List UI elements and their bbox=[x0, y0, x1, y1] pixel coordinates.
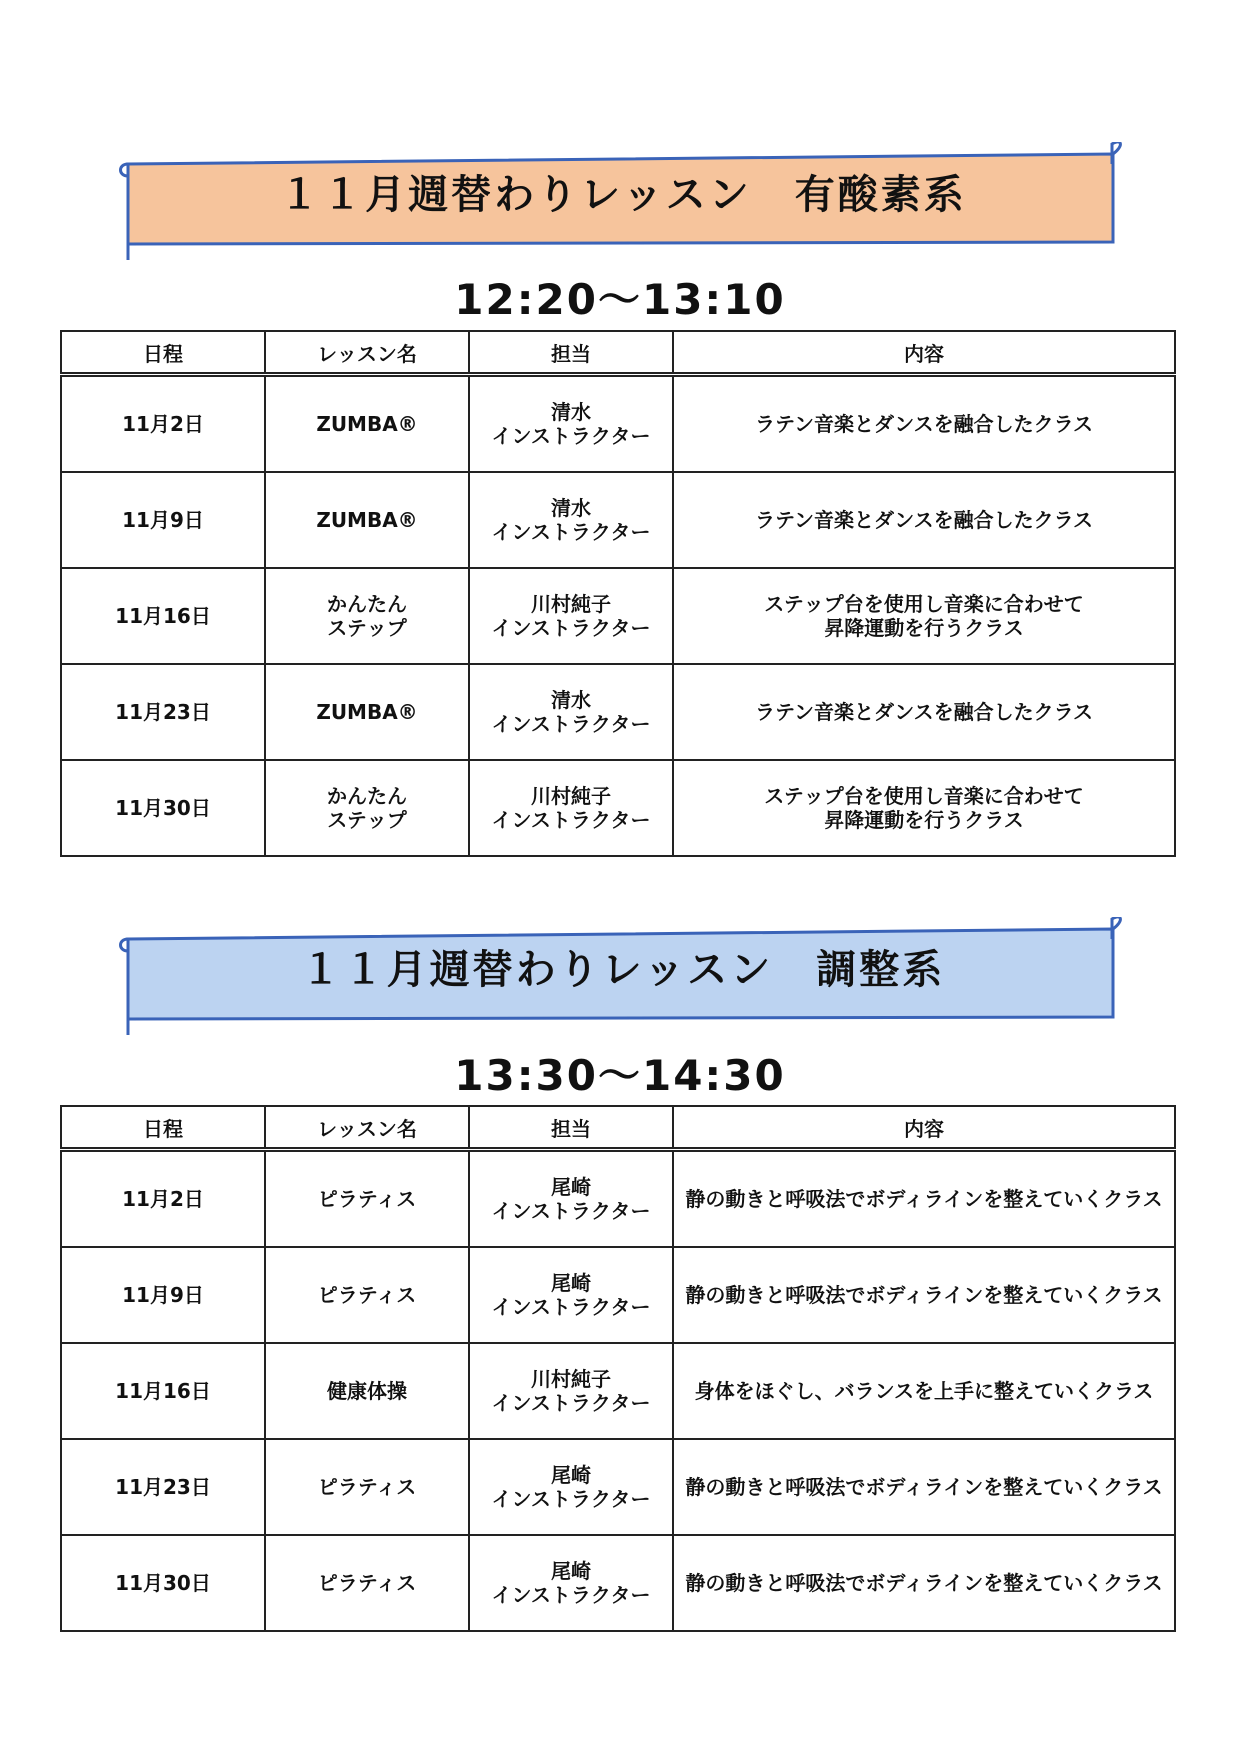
cell-instructor bbox=[469, 1247, 673, 1343]
time-range: 12:20～13:10 bbox=[454, 275, 786, 324]
cell-line: インストラクター bbox=[491, 520, 651, 544]
header-lesson: レッスン名 bbox=[265, 331, 469, 375]
cell-content bbox=[673, 1150, 1175, 1248]
table-row bbox=[61, 1535, 1175, 1631]
cell-instructor bbox=[469, 760, 673, 856]
cell-line: 身体をほぐし、バランスを上手に整えていくクラス bbox=[694, 1379, 1154, 1403]
cell-content bbox=[673, 760, 1175, 856]
cell-date: 11月2日 bbox=[61, 1150, 265, 1248]
table-header-row bbox=[61, 331, 1175, 375]
cell-line: 静の動きと呼吸法でボディラインを整えていくクラス bbox=[685, 1475, 1163, 1499]
table-row bbox=[61, 568, 1175, 664]
cell-line: 清水 bbox=[551, 496, 591, 520]
cell-line: ステップ bbox=[327, 616, 407, 640]
cell-instructor bbox=[469, 1439, 673, 1535]
cell-line: インストラクター bbox=[491, 712, 651, 736]
scroll-banner bbox=[118, 142, 1128, 242]
cell-content bbox=[673, 568, 1175, 664]
cell-date: 11月16日 bbox=[61, 1343, 265, 1439]
cell-lesson bbox=[265, 1535, 469, 1631]
table-row bbox=[61, 472, 1175, 568]
cell-lesson bbox=[265, 568, 469, 664]
cell-line: 尾崎 bbox=[551, 1559, 591, 1583]
cell-line: 健康体操 bbox=[327, 1379, 407, 1403]
cell-lesson bbox=[265, 375, 469, 473]
cell-line: インストラクター bbox=[491, 1199, 651, 1223]
cell-line: ピラティス bbox=[317, 1283, 417, 1307]
cell-line: インストラクター bbox=[491, 1295, 651, 1319]
cell-line: ピラティス bbox=[317, 1475, 417, 1499]
cell-line: 川村純子 bbox=[531, 592, 611, 616]
cell-lesson bbox=[265, 472, 469, 568]
header-date: 日程 bbox=[61, 1106, 265, 1150]
cell-date: 11月23日 bbox=[61, 1439, 265, 1535]
table-row bbox=[61, 664, 1175, 760]
cell-content bbox=[673, 1535, 1175, 1631]
table-row bbox=[61, 1150, 1175, 1248]
cell-date: 11月9日 bbox=[61, 1247, 265, 1343]
cell-content bbox=[673, 472, 1175, 568]
cell-line: ZUMBA® bbox=[316, 412, 418, 436]
table-row bbox=[61, 375, 1175, 473]
cell-instructor bbox=[469, 375, 673, 473]
cell-line: インストラクター bbox=[491, 616, 651, 640]
cell-line: ラテン音楽とダンスを融合したクラス bbox=[755, 700, 1093, 724]
cell-line: 尾崎 bbox=[551, 1271, 591, 1295]
cell-lesson bbox=[265, 1247, 469, 1343]
cell-line: インストラクター bbox=[491, 1391, 651, 1415]
header-content: 内容 bbox=[673, 331, 1175, 375]
cell-date: 11月30日 bbox=[61, 760, 265, 856]
cell-instructor bbox=[469, 568, 673, 664]
header-instructor: 担当 bbox=[469, 331, 673, 375]
header-lesson: レッスン名 bbox=[265, 1106, 469, 1150]
cell-line: ラテン音楽とダンスを融合したクラス bbox=[755, 508, 1093, 532]
cell-date: 11月2日 bbox=[61, 375, 265, 473]
header-instructor: 担当 bbox=[469, 1106, 673, 1150]
scroll-banner bbox=[118, 917, 1128, 1017]
table-header-row bbox=[61, 1106, 1175, 1150]
cell-line: 昇降運動を行うクラス bbox=[824, 616, 1024, 640]
cell-date: 11月16日 bbox=[61, 568, 265, 664]
cell-line: 静の動きと呼吸法でボディラインを整えていくクラス bbox=[685, 1571, 1163, 1595]
header-content: 内容 bbox=[673, 1106, 1175, 1150]
cell-instructor bbox=[469, 472, 673, 568]
section-title: １１月週替わりレッスン 有酸素系 bbox=[279, 171, 967, 218]
cell-line: 尾崎 bbox=[551, 1463, 591, 1487]
cell-line: かんたん bbox=[327, 784, 407, 808]
cell-line: ステップ台を使用し音楽に合わせて bbox=[764, 592, 1084, 616]
cell-line: 静の動きと呼吸法でボディラインを整えていくクラス bbox=[685, 1283, 1163, 1307]
cell-lesson bbox=[265, 1343, 469, 1439]
cell-line: 清水 bbox=[551, 400, 591, 424]
cell-instructor bbox=[469, 1343, 673, 1439]
cell-line: ピラティス bbox=[317, 1571, 417, 1595]
cell-instructor bbox=[469, 664, 673, 760]
cell-line: 清水 bbox=[551, 688, 591, 712]
cell-line: 尾崎 bbox=[551, 1175, 591, 1199]
cell-date: 11月9日 bbox=[61, 472, 265, 568]
cell-line: かんたん bbox=[327, 592, 407, 616]
cell-content bbox=[673, 1343, 1175, 1439]
cell-content bbox=[673, 664, 1175, 760]
cell-line: ZUMBA® bbox=[316, 508, 418, 532]
section-title: １１月週替わりレッスン 調整系 bbox=[300, 946, 946, 993]
table-row bbox=[61, 1247, 1175, 1343]
header-date: 日程 bbox=[61, 331, 265, 375]
lesson-table bbox=[60, 1105, 1176, 1632]
cell-line: インストラクター bbox=[491, 1583, 651, 1607]
cell-line: ステップ台を使用し音楽に合わせて bbox=[764, 784, 1084, 808]
table-row bbox=[61, 760, 1175, 856]
cell-line: ZUMBA® bbox=[316, 700, 418, 724]
table-row bbox=[61, 1343, 1175, 1439]
cell-content bbox=[673, 1247, 1175, 1343]
cell-lesson bbox=[265, 760, 469, 856]
cell-content bbox=[673, 375, 1175, 473]
cell-line: 川村純子 bbox=[531, 784, 611, 808]
cell-line: ピラティス bbox=[317, 1187, 417, 1211]
time-range: 13:30～14:30 bbox=[454, 1051, 786, 1100]
cell-instructor bbox=[469, 1150, 673, 1248]
cell-line: 静の動きと呼吸法でボディラインを整えていくクラス bbox=[685, 1187, 1163, 1211]
cell-line: ステップ bbox=[327, 808, 407, 832]
cell-line: ラテン音楽とダンスを融合したクラス bbox=[755, 412, 1093, 436]
cell-line: インストラクター bbox=[491, 808, 651, 832]
table-row bbox=[61, 1439, 1175, 1535]
cell-line: 川村純子 bbox=[531, 1367, 611, 1391]
cell-instructor bbox=[469, 1535, 673, 1631]
cell-lesson bbox=[265, 1150, 469, 1248]
cell-content bbox=[673, 1439, 1175, 1535]
cell-date: 11月23日 bbox=[61, 664, 265, 760]
cell-line: 昇降運動を行うクラス bbox=[824, 808, 1024, 832]
cell-line: インストラクター bbox=[491, 1487, 651, 1511]
cell-lesson bbox=[265, 664, 469, 760]
cell-lesson bbox=[265, 1439, 469, 1535]
lesson-table bbox=[60, 330, 1176, 857]
cell-line: インストラクター bbox=[491, 424, 651, 448]
cell-date: 11月30日 bbox=[61, 1535, 265, 1631]
